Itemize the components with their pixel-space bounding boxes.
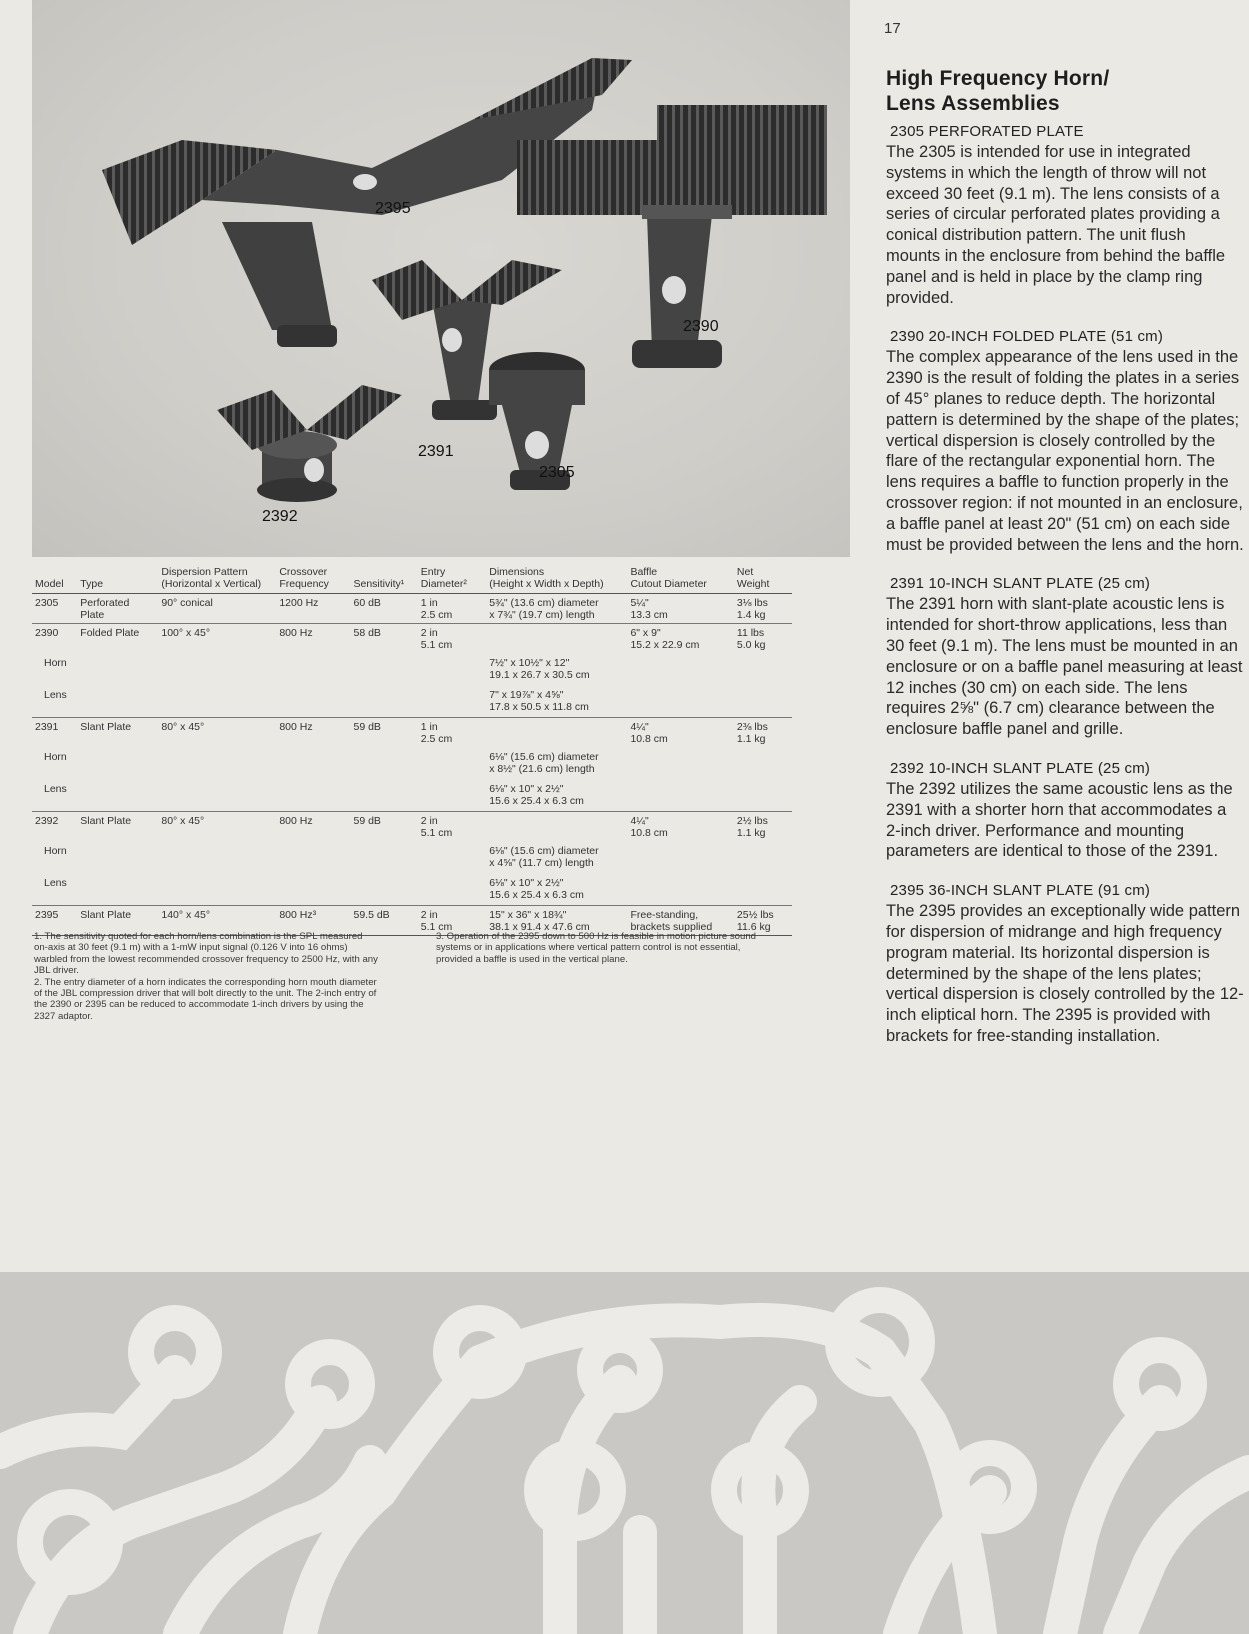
cell-entry: 1 in 2.5 cm [420, 597, 453, 621]
cell-dimensions: 6⅛" x 10" x 2½" 15.6 x 25.4 x 6.3 cm [489, 783, 584, 807]
entry-body: The 2305 is intended for use in integrated systems in which the length of throw will not exceed 30 feet (9.1 m). The lens consists of a series of circular perforated plates providing a conical distribution pattern. The unit flush mounts in the enclosure from behind the baffle panel and is held in place by the clamp ring provided. [886, 143, 1226, 307]
circuit-pattern-illustration [0, 1272, 1249, 1634]
label-2395: 2395 [375, 200, 411, 217]
label-2390: 2390 [683, 318, 719, 335]
cell-dispersion: 100° x 45° [158, 624, 276, 654]
cell-baffle: 6" x 9" 15.2 x 22.9 cm [627, 624, 733, 654]
cell-dispersion: 90° conical [161, 597, 213, 609]
cell-model: 2390 [32, 624, 77, 654]
entry-body: The complex appearance of the lens used in the 2390 is the result of folding the plates in a series of 45° planes to reduce depth. The horizontal pattern is determined by the shape of the plates; vertical dispersion is closely controlled by the flare of the rectangular exponential horn. The lens requires a baffle to function properly in the crossover region: if not mounted in an enclosure, a baffle panel at least 20" (51 cm) on each side must be provided between the lens and the horn. [886, 348, 1244, 554]
table-row-2390 [32, 624, 792, 654]
cell-weight: 3⅛ lbs 1.4 kg [736, 597, 768, 621]
cell-sensitivity: 59.5 dB [350, 906, 417, 936]
entry-title: 2392 10-INCH SLANT PLATE (25 cm) [890, 759, 1151, 777]
cell-dimensions: 6⅛" x 10" x 2½" 15.6 x 25.4 x 6.3 cm [489, 877, 584, 901]
table-row-2390-lens [32, 685, 792, 718]
cell-model: 2395 [32, 906, 77, 936]
table-row-2391 [32, 718, 792, 748]
cell-dispersion: 140° x 45° [158, 906, 276, 936]
cell-baffle: 5¼" 13.3 cm [630, 597, 668, 621]
header-baffle: Baffle Cutout Diameter [627, 566, 733, 594]
entry-body: The 2391 horn with slant-plate acoustic lens is intended for short-throw applications, less than 30 feet (9.1 m). The lens must be mounted in an enclosure or on a baffle panel measuring at least 12 inches (30 cm) on each side. The lens requires 2⅝" (6.7 cm) clearance between the enclosure baffle panel and grille. [886, 595, 1243, 739]
horn-2392-illustration [217, 385, 402, 502]
cell-dispersion: 80° x 45° [158, 812, 276, 842]
cell-dimensions: 15" x 36" x 18¾" 38.1 x 91.4 x 47.6 cm [486, 906, 627, 936]
header-model: Model [32, 566, 77, 594]
header-weight: Net Weight [734, 566, 792, 594]
entry-body: The 2395 provides an exceptionally wide pattern for dispersion of midrange and high frequency program material. Its horizontal dispersion is determined by the shape of the lens plates; vertical dispersion is closely controlled by the 12-inch eliptical horn. The 2395 is provided with brackets for free-standing installation. [886, 902, 1244, 1045]
description-column [886, 66, 1244, 1066]
cell-dimensions [486, 624, 627, 654]
cell-type: Slant Plate [77, 718, 158, 748]
cell-weight: 11 lbs 5.0 kg [734, 624, 792, 654]
cell-type: Slant Plate [77, 906, 158, 936]
cell-entry: 2 in 5.1 cm [418, 624, 486, 654]
cell-type: Perforated Plate [80, 597, 130, 621]
table-row-2391-lens [32, 779, 792, 812]
footnotes-left [34, 931, 379, 1022]
cell-entry: 2 in 5.1 cm [418, 812, 486, 842]
table-row-2390-horn [32, 653, 792, 685]
cell-baffle: 4¼" 10.8 cm [627, 812, 733, 842]
cell-dimensions: 6⅛" (15.6 cm) diameter x 4⅝" (11.7 cm) length [489, 845, 599, 869]
header-sensitivity: Sensitivity¹ [350, 566, 417, 594]
entry-title: 2305 PERFORATED PLATE [890, 123, 1084, 140]
cell-weight: 25½ lbs 11.6 kg [734, 906, 792, 936]
header-crossover: Crossover Frequency [276, 566, 350, 594]
footnotes-right [436, 931, 776, 965]
label-2391: 2391 [418, 443, 454, 460]
product-photo [32, 0, 850, 557]
cell-entry: 2 in 5.1 cm [418, 906, 486, 936]
horn-2390-illustration [517, 105, 827, 368]
footnote-2: 2. The entry diameter of a horn indicates the corresponding horn mouth diameter of the JBL compression driver that will bolt directly to the unit. The 2-inch entry of the 2390 or 2395 can be reduced to accommodate 1-inch drivers by using the 2327 adaptor. [34, 976, 377, 1022]
entry-title: 2395 36-INCH SLANT PLATE (91 cm) [890, 882, 1151, 900]
label-2305: 2305 [539, 464, 575, 481]
cell-model: 2392 [32, 812, 77, 842]
cell-dispersion: 80° x 45° [158, 718, 276, 748]
header-type: Type [77, 566, 158, 594]
cell-crossover: 800 Hz [276, 624, 350, 654]
cell-component: Horn [44, 751, 67, 763]
circuit-pattern-band [0, 1272, 1249, 1634]
entry-2390 [886, 327, 1244, 555]
cell-component: Lens [44, 783, 67, 795]
table-row-2392 [32, 812, 792, 842]
cell-crossover: 800 Hz [276, 812, 350, 842]
entry-title: 2390 20-INCH FOLDED PLATE (51 cm) [890, 328, 1164, 346]
cell-model: 2305 [35, 597, 59, 609]
cell-component: Lens [44, 689, 67, 701]
cell-type: Folded Plate [77, 624, 158, 654]
cell-baffle: Free-standing, brackets supplied [627, 906, 733, 936]
cell-weight: 2½ lbs 1.1 kg [734, 812, 792, 842]
entry-2395 [886, 881, 1244, 1047]
section-heading: High Frequency Horn/ Lens Assemblies [886, 67, 1110, 115]
label-2392: 2392 [262, 508, 298, 525]
entry-2391 [886, 574, 1244, 740]
header-entry-diameter: Entry Diameter² [418, 566, 486, 594]
cell-model: 2391 [32, 718, 77, 748]
cell-crossover: 800 Hz³ [276, 906, 350, 936]
header-dimensions: Dimensions (Height x Width x Depth) [486, 566, 627, 594]
cell-crossover: 1200 Hz [279, 597, 319, 609]
cell-entry: 1 in 2.5 cm [418, 718, 486, 748]
footnote-1: 1. The sensitivity quoted for each horn/lens combination is the SPL measured on-axis at 30 feet (9.1 m) with a 1-mW input signal (0.126 V into 16 ohms) warbled from the lowest recommended crossover frequency to 2500 Hz, with any JBL driver. [34, 931, 378, 977]
page-number: 17 [884, 20, 901, 37]
product-photo-illustration [32, 0, 850, 557]
spec-table-header [32, 566, 792, 594]
cell-crossover: 800 Hz [276, 718, 350, 748]
cell-component: Lens [44, 877, 67, 889]
cell-component: Horn [44, 845, 67, 857]
cell-sensitivity: 60 dB [353, 597, 381, 609]
table-row-2305 [32, 594, 792, 624]
table-row-2392-lens [32, 873, 792, 906]
cell-dimensions [486, 718, 627, 748]
cell-component: Horn [44, 657, 67, 669]
table-row-2391-horn [32, 747, 792, 779]
cell-baffle: 4¼" 10.8 cm [627, 718, 733, 748]
table-row-2392-horn [32, 841, 792, 873]
cell-dimensions: 6⅛" (15.6 cm) diameter x 8½" (21.6 cm) length [489, 751, 599, 775]
cell-dimensions: 7" x 19⅞" x 4⅝" 17.8 x 50.5 x 11.8 cm [489, 689, 589, 713]
cell-sensitivity: 59 dB [350, 812, 417, 842]
cell-dimensions [486, 812, 627, 842]
footnote-3: 3. Operation of the 2395 down to 500 Hz is feasible in motion picture sound systems or in applications where vertical pattern control is not essential, provided a baffle is used in the vertical plane. [436, 931, 756, 965]
spec-table [32, 566, 792, 936]
cell-weight: 2⅜ lbs 1.1 kg [734, 718, 792, 748]
cell-dimensions: 7½" x 10½" x 12" 19.1 x 26.7 x 30.5 cm [489, 657, 590, 681]
entry-body: The 2392 utilizes the same acoustic lens as the 2391 with a shorter horn that accommodates a 2-inch driver. Performance and mounting parameters are identical to those of the 2391. [886, 779, 1233, 861]
cell-type: Slant Plate [77, 812, 158, 842]
entry-title: 2391 10-INCH SLANT PLATE (25 cm) [890, 575, 1151, 593]
cell-sensitivity: 59 dB [350, 718, 417, 748]
entry-2305 [886, 122, 1244, 308]
header-dispersion: Dispersion Pattern (Horizontal x Vertical) [158, 566, 276, 594]
entry-2392 [886, 759, 1244, 862]
cell-dimensions: 5¾" (13.6 cm) diameter x 7¾" (19.7 cm) length [489, 597, 599, 621]
cell-sensitivity: 58 dB [350, 624, 417, 654]
